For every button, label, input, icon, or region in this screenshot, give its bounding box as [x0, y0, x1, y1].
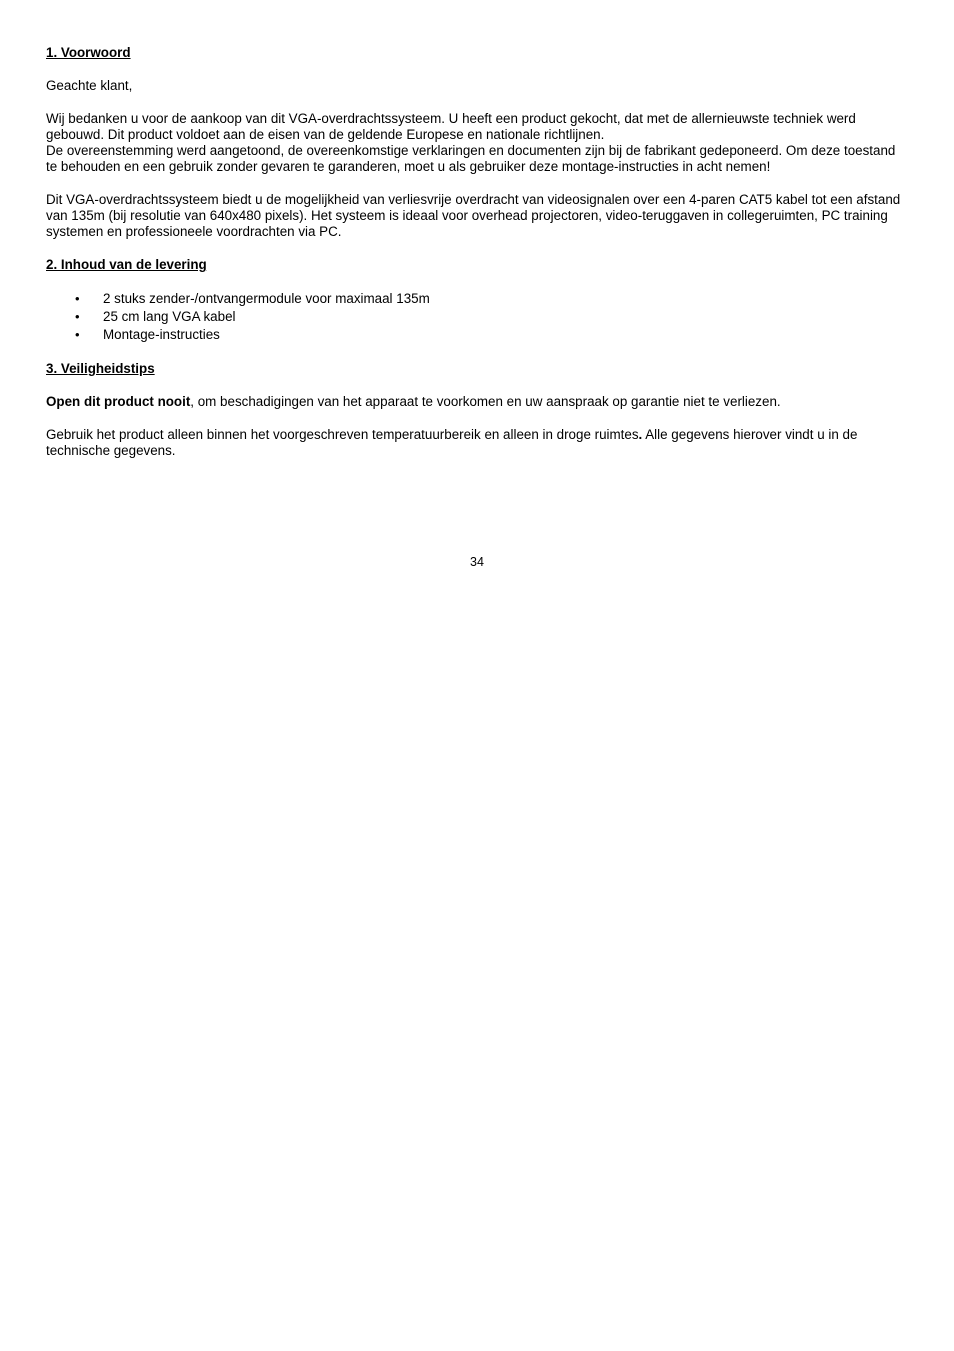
usage-text-b: Alle gegevens hierover vindt u in de technische gegevens.	[46, 427, 858, 458]
conformity-paragraph: De overeenstemming werd aangetoond, de overeenkomstige verklaringen en documenten zijn bij de fabrikant gedeponeerd. Om deze toestand te behouden en een gebruik zonder gevaren te garanderen, moet u als gebruiker deze montage-instructies in acht nemen!	[46, 143, 896, 174]
bullet-icon: •	[75, 309, 80, 324]
greeting-text: Geachte klant,	[46, 78, 133, 93]
usage-text-a: Gebruik het product alleen binnen het voorgeschreven temperatuurbereik en alleen in droge ruimtes	[46, 427, 639, 442]
system-description-paragraph: Dit VGA-overdrachtssysteem biedt u de mogelijkheid van verliesvrije overdracht van videosignalen over een 4-paren CAT5 kabel tot een afstand van 135m (bij resolutie van 640x480 pixels). Het systeem is ideaal voor overhead projectoren, video-teruggaven in collegeruimten, PC training systemen en professioneele voordrachten via PC.	[46, 192, 901, 239]
usage-period-bold: .	[638, 427, 643, 442]
bullet-icon: •	[75, 327, 80, 342]
safety-warning-bold: Open dit product nooit	[46, 394, 191, 409]
bullet-icon: •	[75, 291, 80, 306]
intro-paragraph: Wij bedanken u voor de aankoop van dit VGA-overdrachtssysteem. U heeft een product gekocht, dat met de allernieuwste techniek werd gebouwd. Dit product voldoet aan de eisen van de geldende Europese en nationale richtlijnen.	[46, 111, 856, 142]
delivery-contents-list	[46, 290, 908, 344]
page-number: 34	[470, 555, 484, 569]
safety-paragraph-usage	[46, 427, 908, 459]
list-item-text: 2 stuks zender-/ontvangermodule voor maximaal 135m	[103, 291, 430, 306]
list-item-text: Montage-instructies	[103, 327, 220, 342]
list-item	[46, 308, 908, 326]
list-item	[46, 326, 908, 344]
list-item	[46, 290, 908, 308]
list-item-text: 25 cm lang VGA kabel	[103, 309, 236, 324]
safety-warning-rest: , om beschadigingen van het apparaat te voorkomen en uw aanspraak op garantie niet te verliezen.	[190, 394, 781, 409]
section-heading-veiligheidstips: 3. Veiligheidstips	[46, 361, 155, 376]
safety-paragraph-open	[46, 394, 908, 410]
section-heading-voorwoord: 1. Voorwoord	[46, 45, 131, 60]
document-page	[46, 45, 908, 459]
section-heading-inhoud: 2. Inhoud van de levering	[46, 257, 207, 272]
